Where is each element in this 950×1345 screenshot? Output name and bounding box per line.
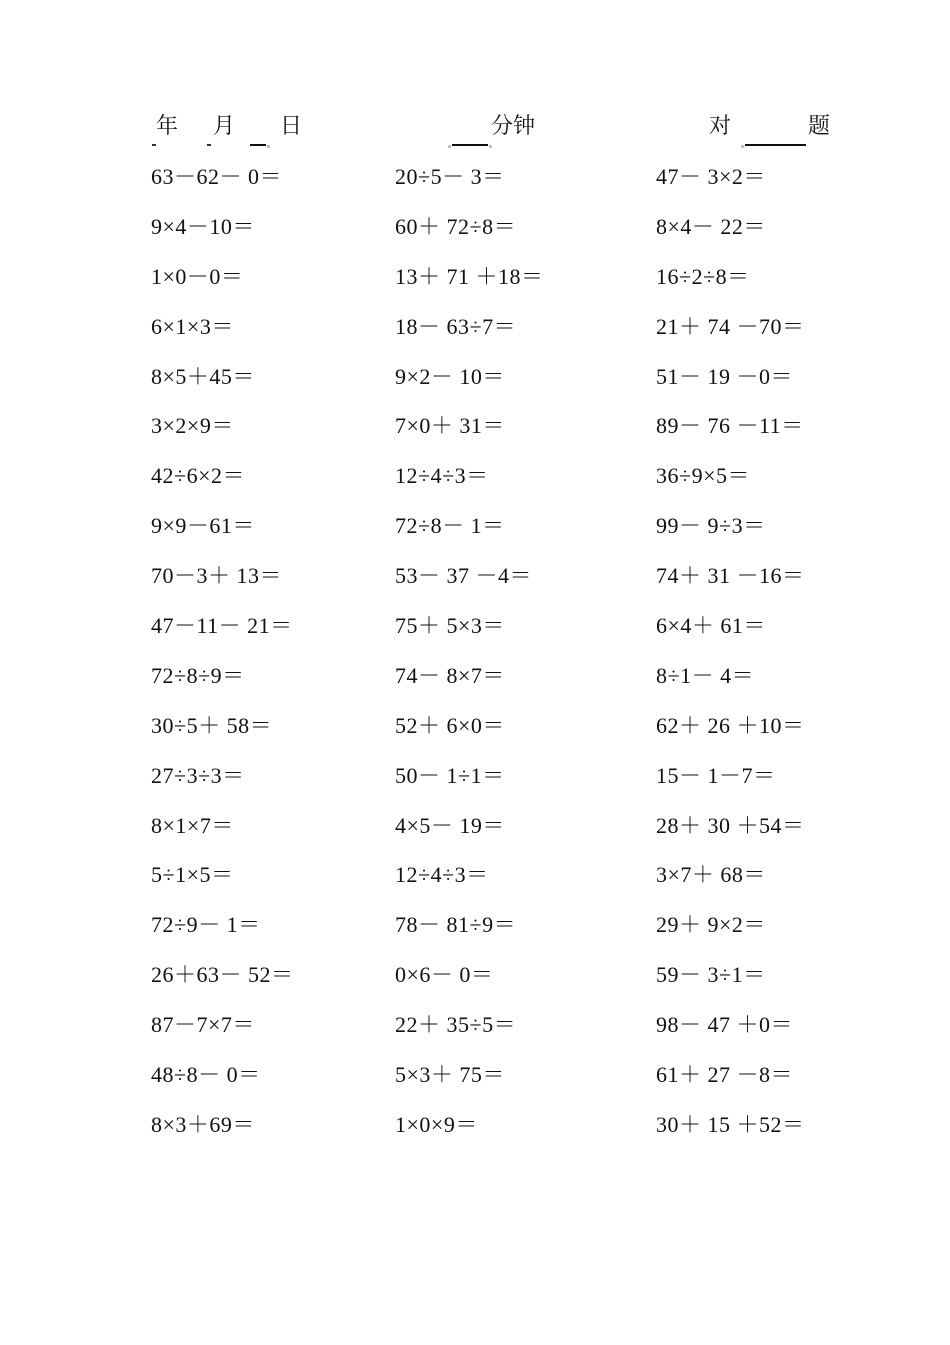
problem-item: 51－ 19 －0＝ xyxy=(656,363,794,389)
blank-end-dot xyxy=(489,145,492,148)
problem-item: 47－11－ 21＝ xyxy=(151,613,293,639)
minutes-blank xyxy=(452,144,488,146)
problem-column-1 xyxy=(151,160,294,1158)
problem-item: 72÷9－ 1＝ xyxy=(151,912,261,938)
minutes-label: 分钟 xyxy=(491,113,536,138)
correct-count-blank xyxy=(745,144,806,146)
problem-item: 62＋ 26 ＋10＝ xyxy=(656,712,805,738)
problem-item: 6×4＋ 61＝ xyxy=(656,613,766,639)
problem-item: 48÷8－ 0＝ xyxy=(151,1062,261,1088)
problem-item: 5×3＋ 75＝ xyxy=(395,1062,505,1088)
problem-item: 36÷9×5＝ xyxy=(656,463,750,489)
problem-item: 21＋ 74 －70＝ xyxy=(656,313,805,339)
problem-item: 28＋ 30 ＋54＝ xyxy=(656,812,805,838)
problem-item: 8÷1－ 4＝ xyxy=(656,662,755,688)
correct-label: 对 xyxy=(709,113,732,138)
problem-item: 63－62－ 0＝ xyxy=(151,164,283,189)
problem-item: 12÷4÷3＝ xyxy=(395,862,489,888)
day-blank xyxy=(250,144,266,146)
problem-item: 72÷8－ 1＝ xyxy=(395,513,505,539)
problem-item: 70－3＋ 13＝ xyxy=(151,563,283,589)
problem-item: 98－ 47 ＋0＝ xyxy=(656,1012,794,1038)
questions-label: 题 xyxy=(808,113,831,138)
day-label: 日 xyxy=(280,113,303,138)
problem-item: 78－ 81÷9＝ xyxy=(395,912,517,938)
problem-item: 30＋ 15 ＋52＝ xyxy=(656,1111,805,1137)
year-label: 年 xyxy=(156,113,179,138)
problem-item: 1×0－0＝ xyxy=(151,263,244,289)
problem-item: 50－ 1÷1＝ xyxy=(395,762,505,788)
problem-item: 3×7＋ 68＝ xyxy=(656,862,766,888)
problem-item: 3×2×9＝ xyxy=(151,413,234,439)
problem-item: 26＋63－ 52＝ xyxy=(151,962,294,988)
problem-item: 53－ 37 －4＝ xyxy=(395,563,533,589)
problem-item: 8×5＋45＝ xyxy=(151,363,255,389)
blank-start-dot xyxy=(741,145,744,148)
problem-column-2 xyxy=(395,160,544,1158)
problem-item: 18－ 63÷7＝ xyxy=(395,313,517,339)
problem-item: 12÷4÷3＝ xyxy=(395,463,489,489)
problem-item: 99－ 9÷3＝ xyxy=(656,513,766,539)
problem-item: 59－ 3÷1＝ xyxy=(656,962,766,988)
blank-start-dot xyxy=(448,145,451,148)
year-blank-mark xyxy=(152,144,156,146)
problem-item: 15－ 1－7＝ xyxy=(656,762,776,788)
problem-item: 74＋ 31 －16＝ xyxy=(656,563,805,589)
month-blank-mark xyxy=(207,144,211,146)
problem-item: 9×2－ 10＝ xyxy=(395,363,505,389)
blank-end-dot xyxy=(267,145,270,148)
problem-item: 9×4－10＝ xyxy=(151,213,255,239)
problem-item: 9×9－61＝ xyxy=(151,513,255,539)
problem-item: 16÷2÷8＝ xyxy=(656,263,750,289)
problem-item: 60＋ 72÷8＝ xyxy=(395,213,517,239)
problem-item: 47－ 3×2＝ xyxy=(656,164,766,189)
problem-item: 74－ 8×7＝ xyxy=(395,662,505,688)
problem-item: 42÷6×2＝ xyxy=(151,463,245,489)
problem-item: 20÷5－ 3＝ xyxy=(395,164,505,189)
problem-item: 30÷5＋ 58＝ xyxy=(151,712,273,738)
problem-item: 87－7×7＝ xyxy=(151,1012,255,1038)
problem-item: 8×1×7＝ xyxy=(151,812,234,838)
problem-item: 0×6－ 0＝ xyxy=(395,962,494,988)
problem-item: 22＋ 35÷5＝ xyxy=(395,1012,517,1038)
problem-item: 75＋ 5×3＝ xyxy=(395,613,505,639)
problem-item: 8×3＋69＝ xyxy=(151,1111,255,1137)
problem-item: 7×0＋ 31＝ xyxy=(395,413,505,439)
problem-item: 4×5－ 19＝ xyxy=(395,812,505,838)
problem-item: 52＋ 6×0＝ xyxy=(395,712,505,738)
month-label: 月 xyxy=(213,113,236,138)
problem-column-3 xyxy=(656,160,805,1158)
problem-item: 13＋ 71 ＋18＝ xyxy=(395,263,544,289)
problem-item: 89－ 76 －11＝ xyxy=(656,413,804,439)
problem-item: 61＋ 27 －8＝ xyxy=(656,1062,794,1088)
problem-item: 8×4－ 22＝ xyxy=(656,213,766,239)
problem-item: 27÷3÷3＝ xyxy=(151,762,245,788)
problem-item: 6×1×3＝ xyxy=(151,313,234,339)
problem-item: 1×0×9＝ xyxy=(395,1111,478,1137)
problem-item: 72÷8÷9＝ xyxy=(151,662,245,688)
problem-item: 5÷1×5＝ xyxy=(151,862,234,888)
problem-item: 29＋ 9×2＝ xyxy=(656,912,766,938)
worksheet-header xyxy=(0,110,950,150)
